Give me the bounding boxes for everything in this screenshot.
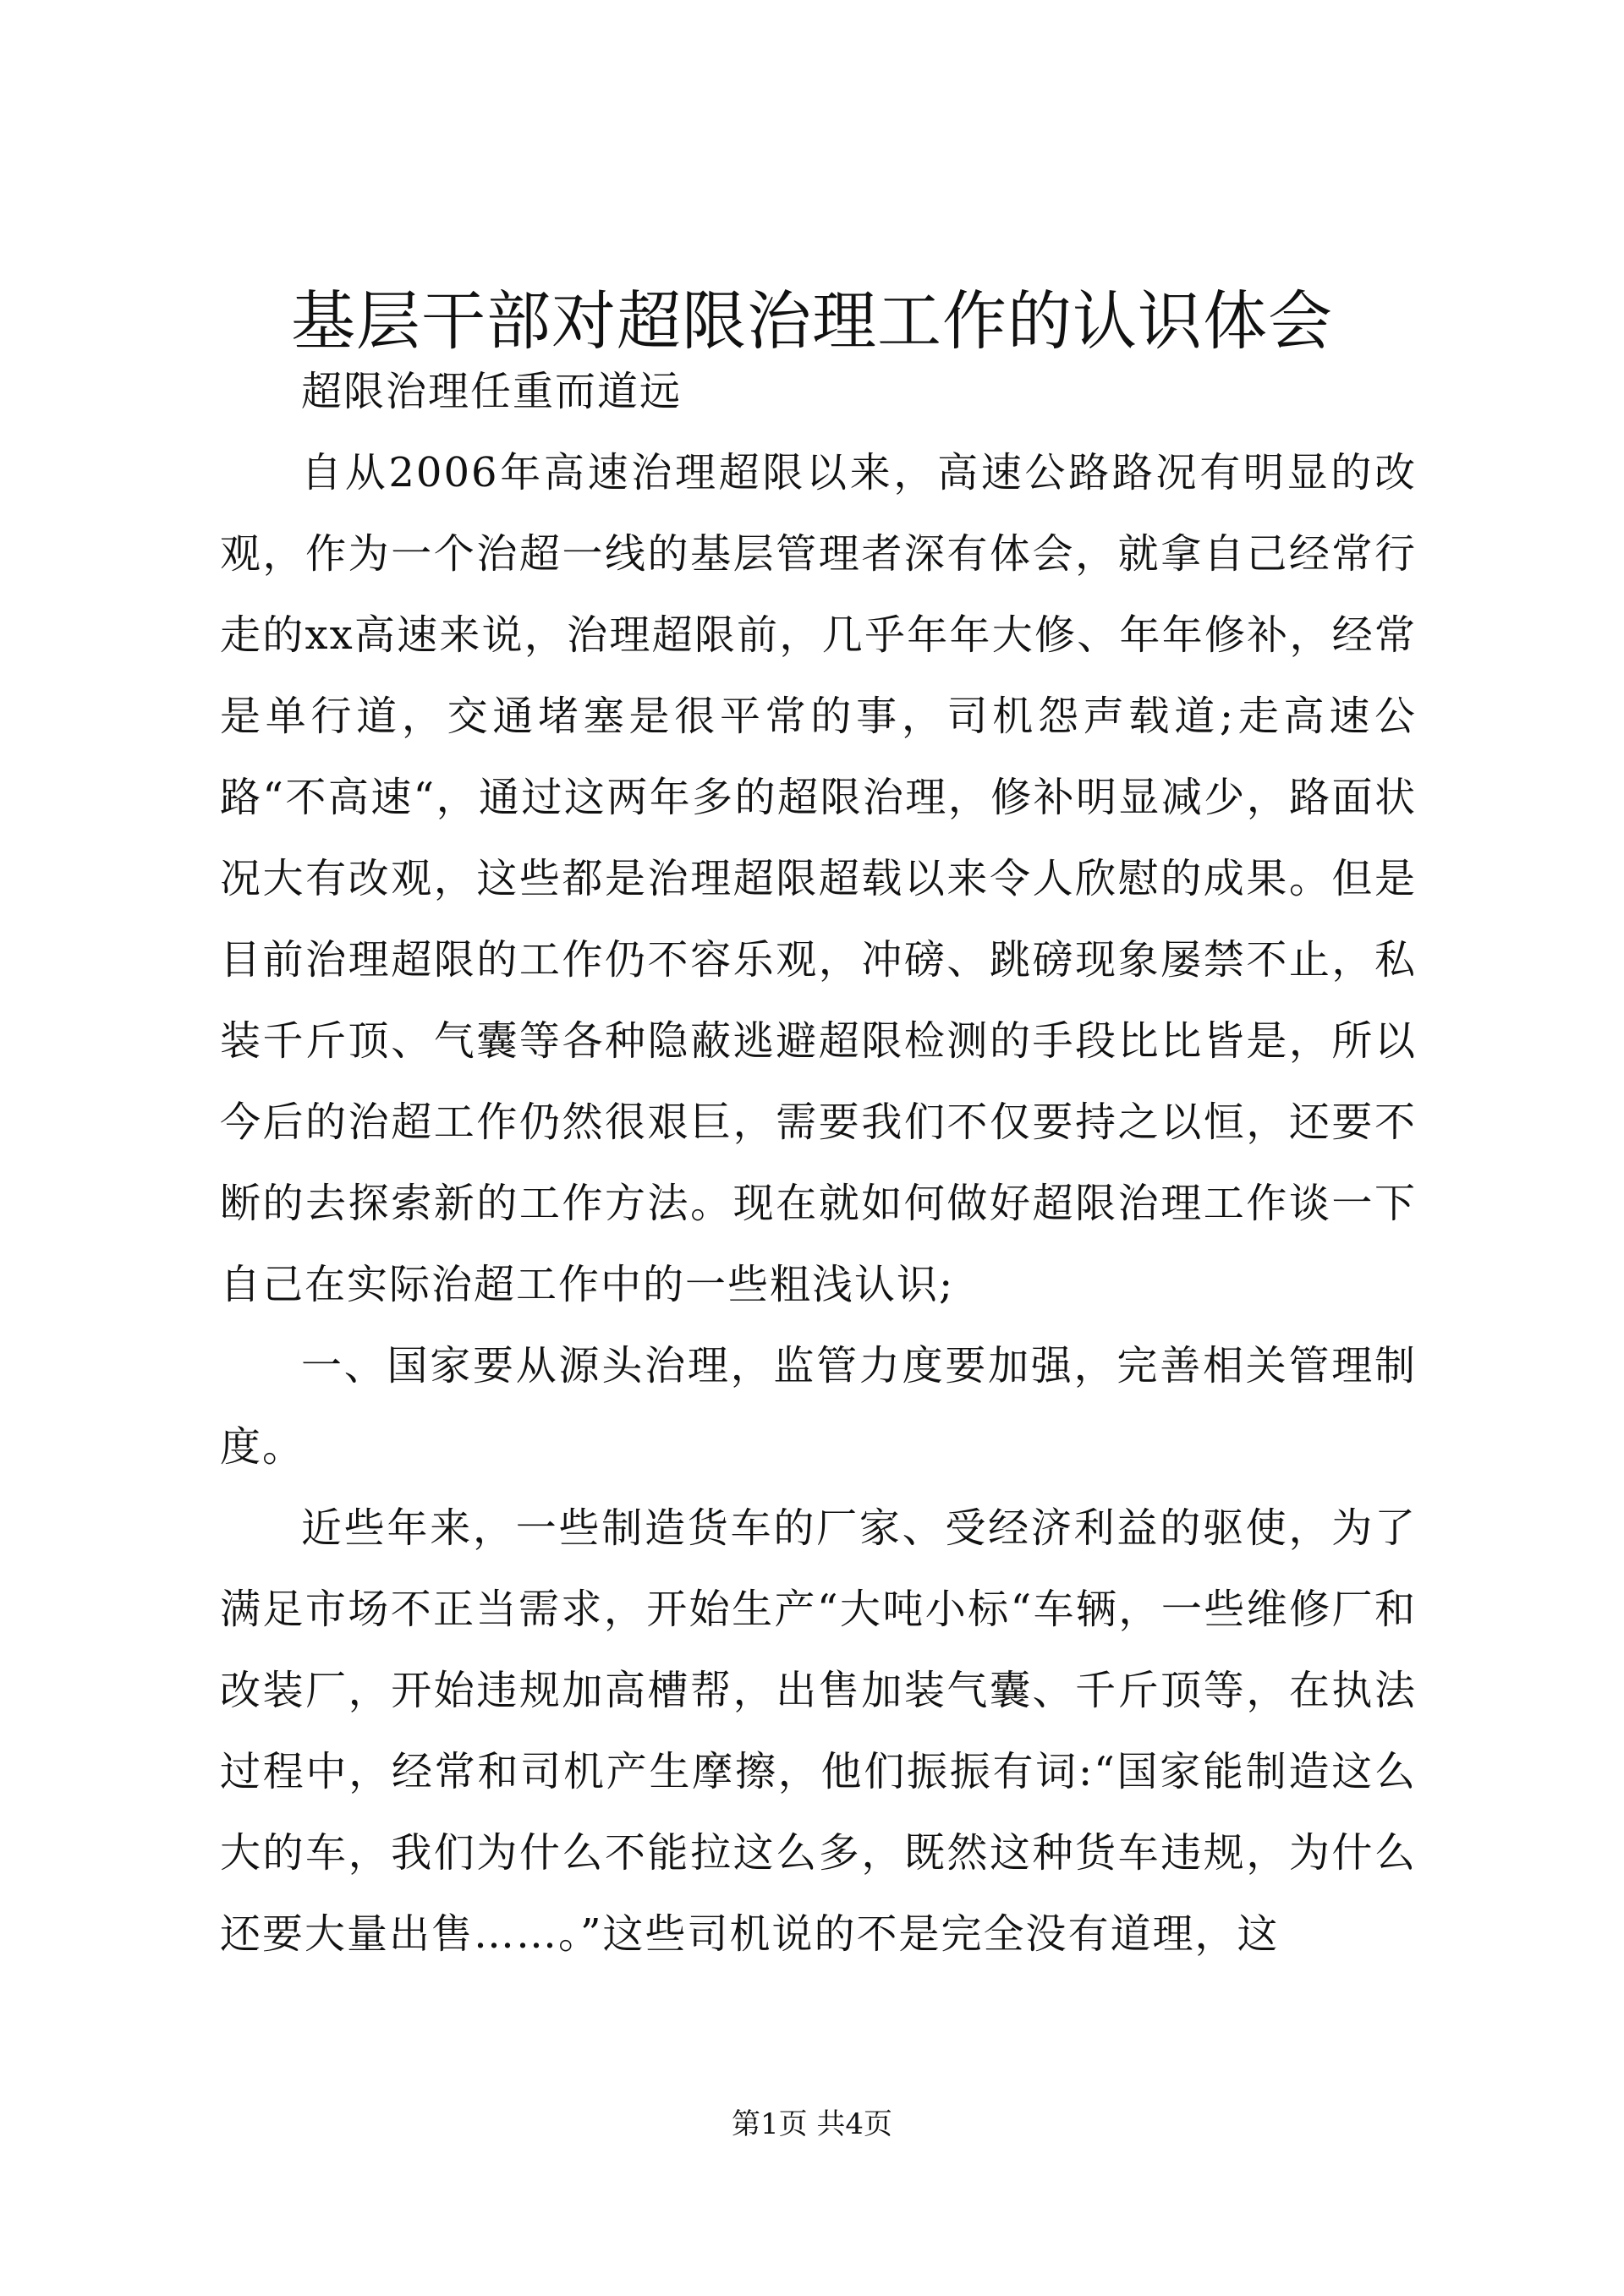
paragraph-section-one-heading: 一、国家要从源头治理，监管力度要加强，完善相关管理制度。	[220, 1342, 1417, 1471]
document-body	[220, 351, 1417, 1975]
paragraph-introduction: 自从2006年高速治理超限以来，高速公路路况有明显的改观，作为一个治超一线的基层管理者深有体会，就拿自己经常行走的xx高速来说，治理超限前，几乎年年大修、年年修补，经常是单行道，交通堵塞是很平常的事，司机怨声载道;走高速公路“不高速“，通过这两年多的超限治理，修补明显减少，路面状况大有改观，这些都是治理超限超载以来令人欣慰的成果。但是目前治理超限的工作仍不容乐观，冲磅、跳磅现象屡禁不止，私装千斤顶、气囊等各种隐蔽逃避超限检测的手段比比皆是，所以今后的治超工作仍然很艰巨，需要我们不仅要持之以恒，还要不断的去探索新的工作方法。现在就如何做好超限治理工作谈一下自己在实际治超工作中的一些粗浅认识;	[220, 449, 1417, 1308]
page-footer: 第1页 共4页	[731, 2107, 893, 2141]
paragraph-section-one-body: 近些年来，一些制造货车的厂家、受经济利益的驱使，为了满足市场不正当需求，开始生产“大吨小标“车辆，一些维修厂和改装厂，开始违规加高槽帮，出售加装气囊、千斤顶等，在执法过程中，经常和司机产生摩擦，他们振振有词:“国家能制造这么大的车，我们为什么不能拉这么多，既然这种货车违规，为什么还要大量出售……。”这些司机说的不是完全没有道理，这	[220, 1504, 1417, 1958]
paragraph-subtitle: 超限治理任重而道远	[301, 368, 683, 415]
document-title: 基层干部对超限治理工作的认识体会	[291, 283, 1333, 359]
